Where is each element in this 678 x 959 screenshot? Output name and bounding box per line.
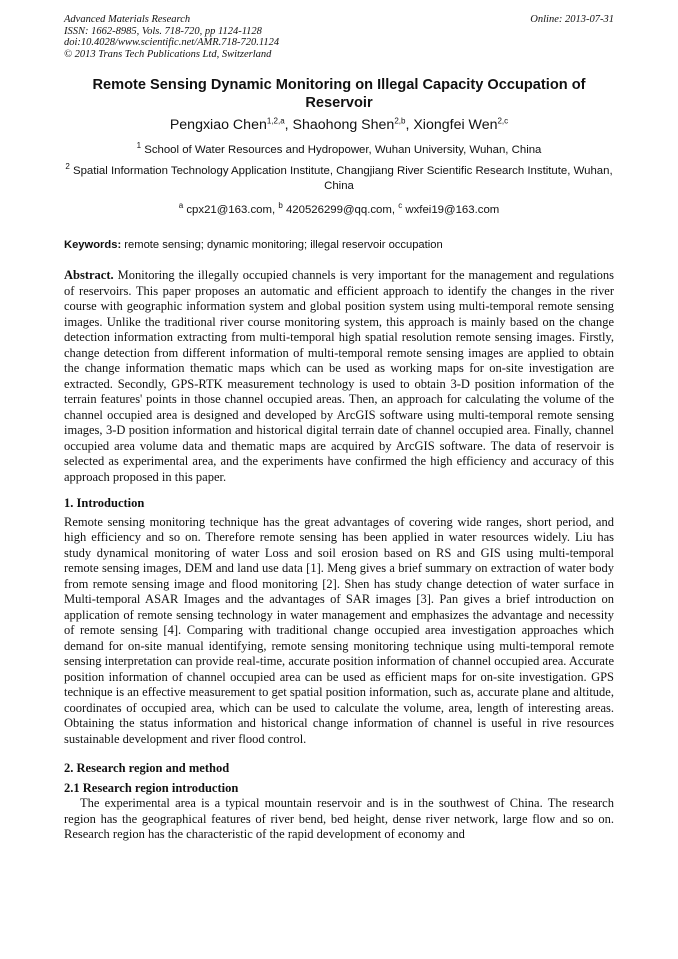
affiliation-2 [64,164,614,194]
author-name: Xiongfei Wen [413,117,498,133]
author-list [64,116,614,134]
section-heading-introduction: 1. Introduction [64,496,145,510]
email-text: wxfei19@163.com [405,204,500,216]
abstract-text: Monitoring the illegally occupied channels is very important for the management and regulations of reservoirs. This paper proposes an automatic and efficient approach to identify the changes in the river course with geographic information system and global position system using multi-temporal remote sensing images. Unlike the traditional river course monitoring system, this approach is mainly based on the change detection information extracting from multi-temporal high spatial resolution remote sensing images. Firstly, change detection from different information of multi-temporal remote sensing images are applied to obtain the change information thematic maps which can be used as working maps for on-site investigation are extracted. Secondly, GPS-RTK measurement technology is used to obtain 3-D position information of the terrain features' points in those channel occupied areas. Then, an approach for calculating the volume of the channel occupied area is designed and developed by ArcGIS software using multi-temporal remote sensing images, 3-D position information and historical digital terrain date of channel occupied area. Finally, channel occupied area volume data and thematic maps are acquired by ArcGIS software. The data of reservoir is selected as experimental area, and the experiments have confirmed the high efficiency and accuracy of this approach proposed in this paper. [64,268,614,484]
affiliation-mark: 2 [65,162,70,172]
email-mark: b [278,201,283,211]
keywords-block [64,238,614,253]
subsection-heading-region-introduction: 2.1 Research region introduction [64,780,239,795]
author-emails [64,203,614,218]
journal-name: Advanced Materials Research [64,14,191,25]
abstract-label: Abstract. [64,268,114,282]
author-affiliation-mark: 2,b [394,116,406,126]
introduction-paragraph: Remote sensing monitoring technique has the great advantages of covering wide ranges, short period, and high efficiency and so on. Therefore remote sensing has been applied in water resources widely. Liu has study dynamical monitoring of water Loss and soil erosion based on RS and GIS using multi-temporal remote sensing images, DEM and land use data [1]. Meng gives a brief summary on extraction of water body from remote sensing image and flood monitoring [2]. Shen has study change detection of water surface in Multi-temporal ASAR Images and the advantages of SAR images [3]. Pan gives a brief introduction on application of remote sensing technology in water management and emphasizes the advantage and necessity of remote sensing [4]. Comparing with traditional change occupied area investigation approaches which demand for on-site manual identifying, remote sensing monitoring technique using multi-temporal remote sensing interpretation can provide real-time, accurate position information of channel occupied area. Accurate position information of channel occupied area can be used as efficient maps for on-site investigation. GPS technique is an effective measurement to get spatial position information, such as, accurate plane and altitude, coordinates of occupied area, which can be used to calculate the volume, area, length of interesting areas. Obtaining the status information and historical change information of channel is useful in rive resources sustainable development and river flood control. [64,514,614,746]
author-affiliation-mark: 1,2,a [266,116,285,126]
author-separator: , [405,117,414,133]
affiliation-text: School of Water Resources and Hydropower, Wuhan University, Wuhan, China [144,144,542,156]
email-mark: a [178,201,184,211]
keywords-label: Keywords: [64,239,122,251]
email-text: cpx21@163.com, [186,204,279,216]
paper-title: Remote Sensing Dynamic Monitoring on Illegal Capacity Occupation of Reservoir [92,77,586,111]
affiliation-text: Spatial Information Technology Application Institute, Changjiang River Scientific Research Institute, Wuhan, China [72,165,613,192]
author-name: Shaohong Shen [292,117,395,133]
region-introduction-paragraph: The experimental area is a typical mountain reservoir and is in the southwest of China. The research region has the geographical features of river bend, bed height, dense river network, large flow and so on. Research region has the characteristic of the rapid development of economy and [64,796,614,841]
abstract-block [64,268,614,485]
keywords-text: remote sensing; dynamic monitoring; illegal reservoir occupation [121,239,443,251]
affiliation-1 [64,143,614,158]
author-affiliation-mark: 2,c [497,116,509,126]
copyright-line: © 2013 Trans Tech Publications Ltd, Switzerland [64,48,272,60]
issn-line: ISSN: 1662-8985, Vols. 718-720, pp 1124-1128 [64,25,262,37]
author-separator: , [284,117,293,133]
section-heading-research-region: 2. Research region and method [64,761,230,775]
doi-line: doi:10.4028/www.scientific.net/AMR.718-720.1124 [64,37,280,48]
email-text: 420526299@qq.com, [285,204,399,216]
affiliation-mark: 1 [136,141,142,151]
online-date: Online: 2013-07-31 [530,14,614,25]
email-mark: c [398,201,403,211]
journal-header [64,14,614,60]
author-name: Pengxiao Chen [169,117,267,133]
